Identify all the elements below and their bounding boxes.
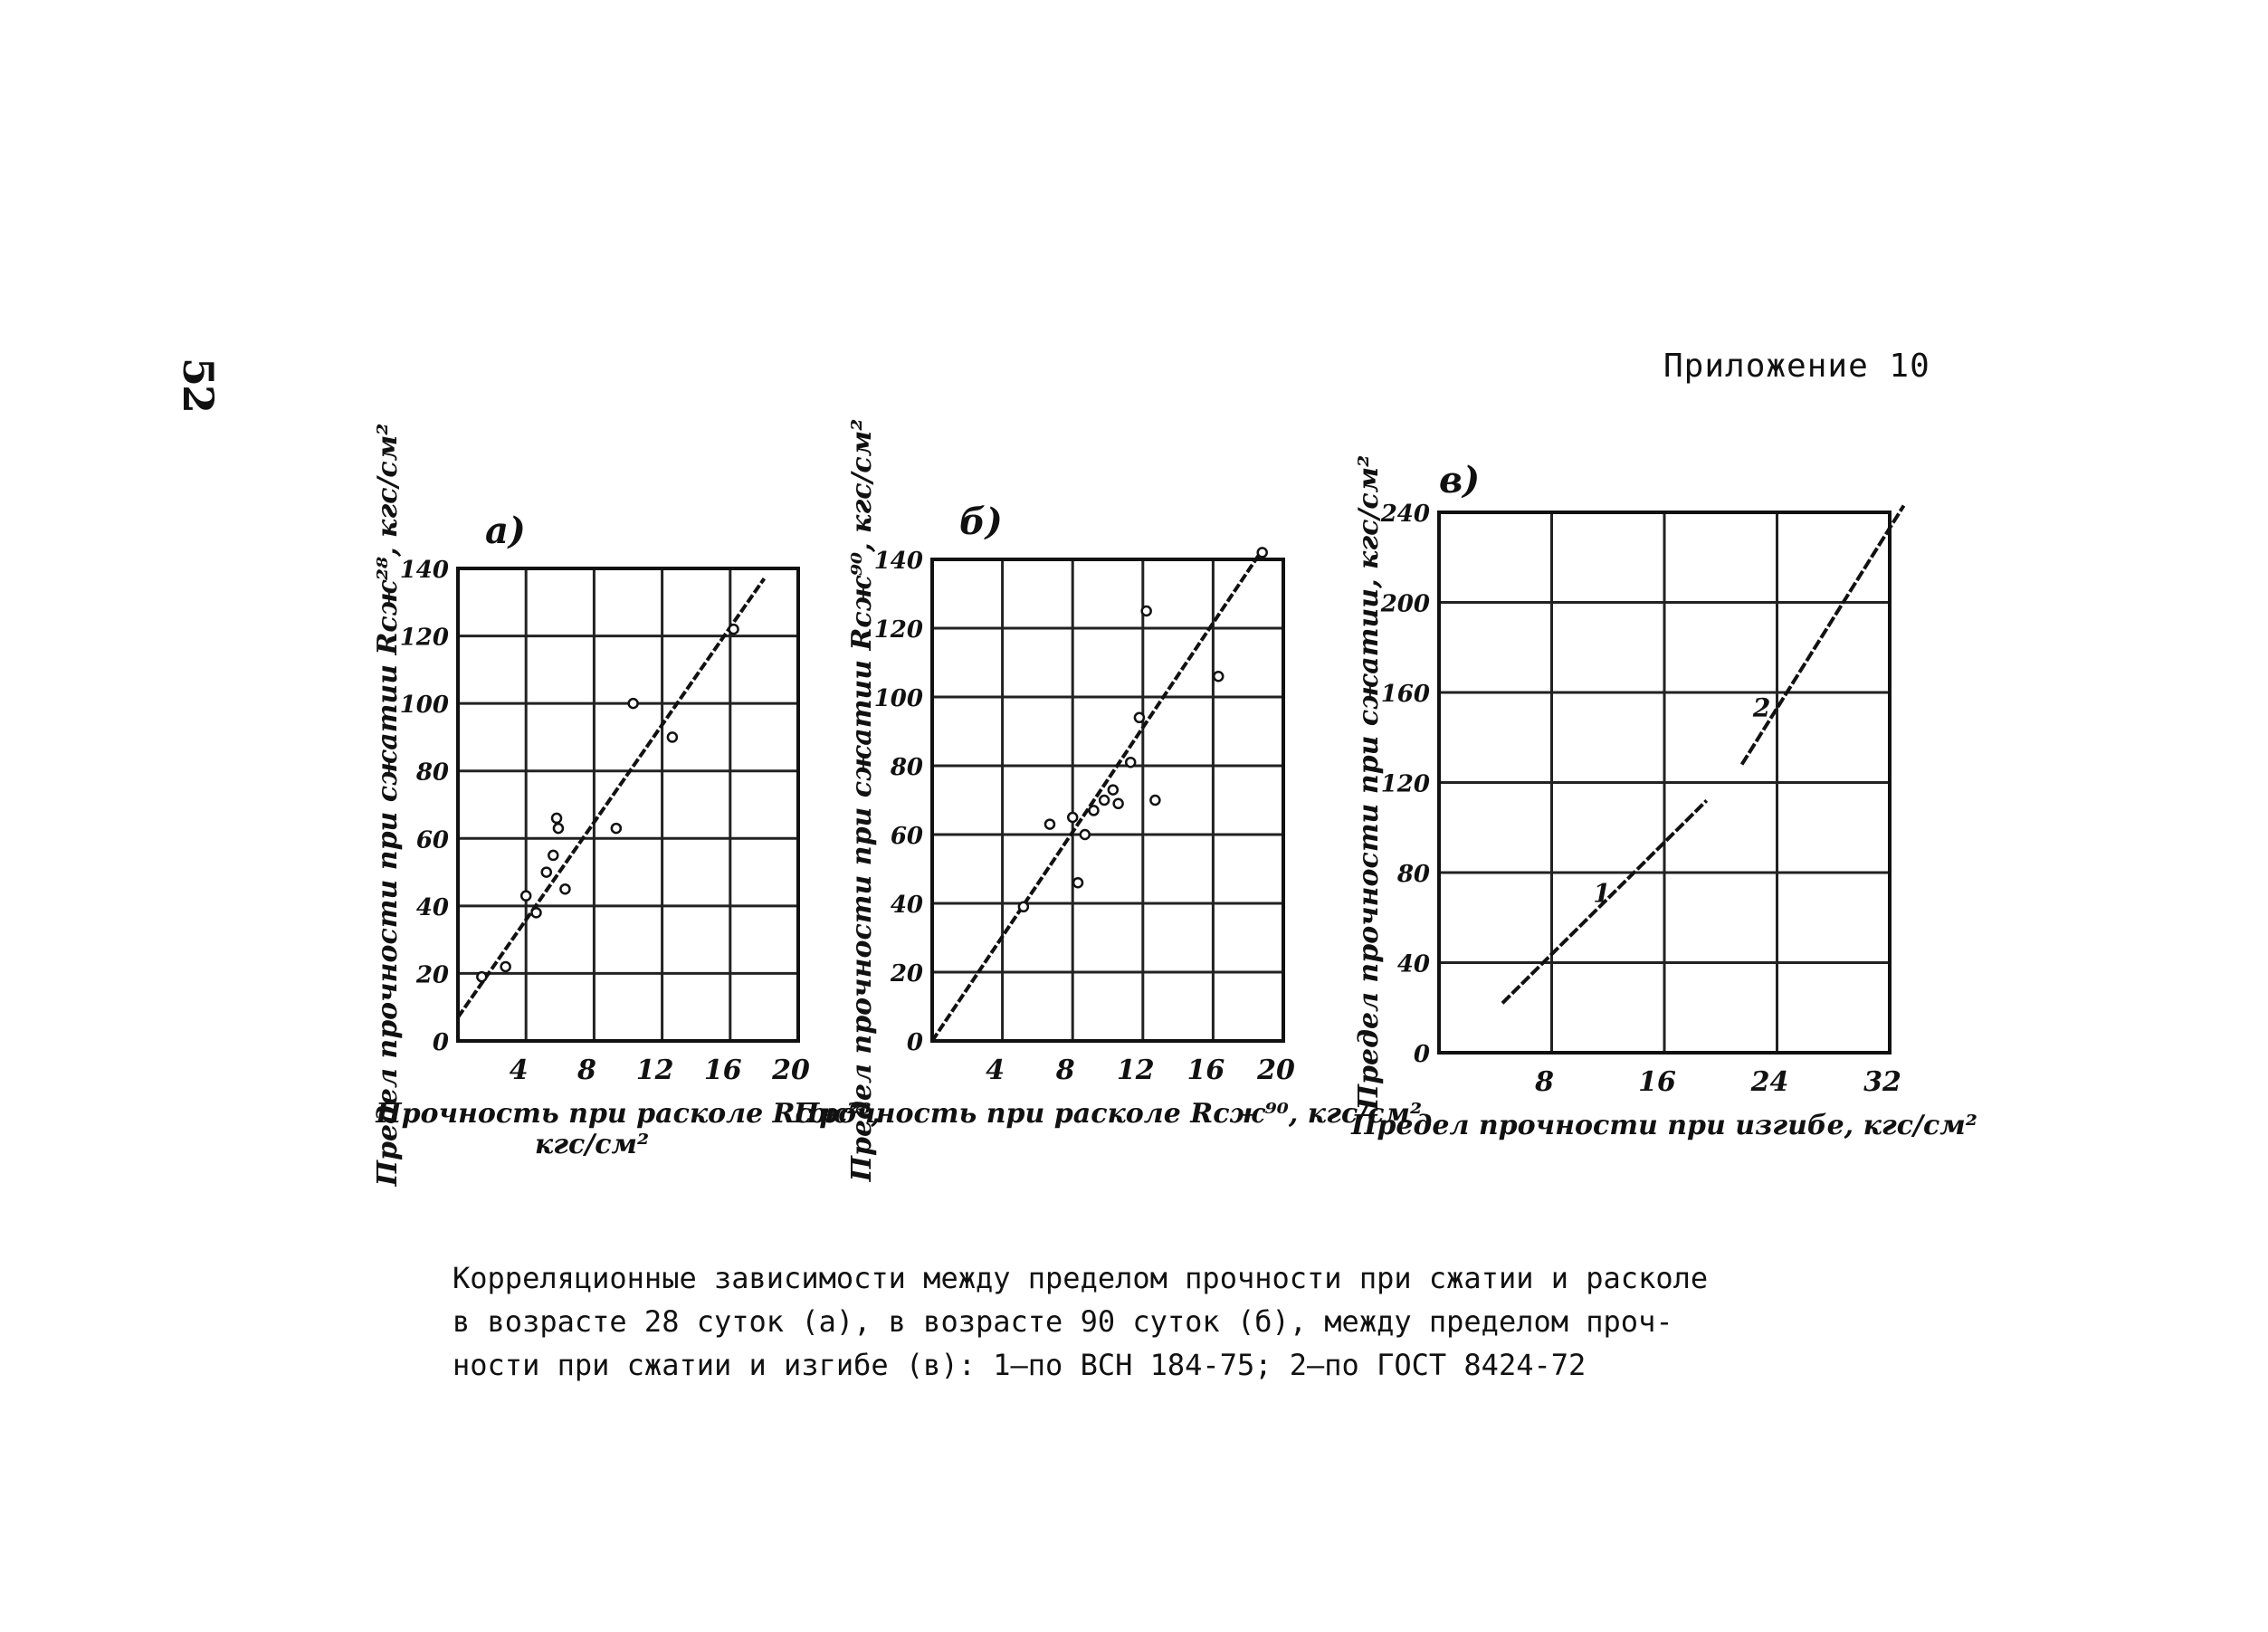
data-point bbox=[729, 625, 739, 634]
caption-line-3: ности при сжатии и изгибе (в): 1–по ВСН 184-75; 2–по ГОСТ 8424-72 bbox=[453, 1348, 1587, 1382]
data-point bbox=[1150, 796, 1159, 805]
data-point bbox=[531, 908, 540, 917]
x-axis-label: кгс/см² bbox=[534, 1129, 650, 1160]
figure-caption bbox=[453, 1256, 1864, 1387]
y-tick-label: 140 bbox=[873, 548, 923, 575]
y-tick-label: 80 bbox=[1396, 861, 1430, 888]
chart-b bbox=[793, 419, 1422, 1183]
data-point bbox=[542, 868, 551, 877]
x-tick-label: 4 bbox=[509, 1055, 529, 1086]
y-tick-label: 40 bbox=[415, 893, 449, 921]
y-tick-label: 40 bbox=[890, 892, 923, 919]
fit-line bbox=[932, 552, 1261, 1041]
data-point bbox=[1258, 548, 1267, 557]
data-point bbox=[1114, 799, 1123, 808]
x-tick-label: 16 bbox=[703, 1055, 742, 1086]
series-label-1: 1 bbox=[1593, 878, 1611, 909]
data-point bbox=[1142, 606, 1151, 616]
data-point bbox=[1100, 796, 1109, 805]
data-point bbox=[501, 962, 510, 971]
data-point bbox=[1073, 878, 1082, 887]
data-point bbox=[1045, 820, 1054, 829]
x-tick-label: 8 bbox=[1055, 1055, 1075, 1086]
y-tick-label: 100 bbox=[873, 685, 923, 712]
y-tick-label: 0 bbox=[906, 1029, 923, 1056]
y-tick-label: 120 bbox=[1380, 770, 1430, 798]
y-tick-label: 80 bbox=[415, 759, 449, 787]
data-point bbox=[1214, 672, 1223, 681]
data-point bbox=[1019, 902, 1028, 911]
data-point bbox=[1089, 806, 1098, 815]
data-point bbox=[554, 824, 563, 833]
y-tick-label: 60 bbox=[415, 826, 449, 854]
data-point bbox=[548, 851, 557, 860]
y-tick-label: 240 bbox=[1380, 501, 1430, 528]
data-point bbox=[668, 732, 677, 741]
appendix-title: Приложение 10 bbox=[1663, 348, 1930, 385]
y-tick-label: 120 bbox=[399, 624, 449, 652]
data-point bbox=[560, 884, 569, 893]
x-tick-label: 32 bbox=[1863, 1066, 1901, 1098]
y-tick-label: 0 bbox=[1413, 1041, 1430, 1068]
y-tick-label: 60 bbox=[890, 823, 923, 850]
x-tick-label: 8 bbox=[577, 1055, 596, 1086]
data-point bbox=[1068, 813, 1077, 822]
series-label-2: 2 bbox=[1752, 692, 1771, 723]
x-tick-label: 16 bbox=[1186, 1055, 1225, 1086]
page-number: 52 bbox=[174, 358, 223, 413]
data-point bbox=[1126, 758, 1135, 767]
x-axis-label: Предел прочности при изгибе, кгс/см² bbox=[1351, 1110, 1977, 1141]
x-tick-label: 20 bbox=[1257, 1055, 1295, 1086]
data-point bbox=[477, 972, 486, 981]
data-point bbox=[1109, 786, 1118, 795]
data-point bbox=[629, 699, 638, 708]
x-axis-label: Прочность при расколе Rсж⁹⁰, кгс/см² bbox=[793, 1098, 1423, 1130]
x-tick-label: 12 bbox=[1116, 1055, 1155, 1086]
x-tick-label: 20 bbox=[772, 1055, 810, 1086]
x-tick-label: 24 bbox=[1750, 1066, 1789, 1098]
chart-a bbox=[372, 424, 881, 1188]
y-tick-label: 20 bbox=[415, 961, 449, 989]
data-point bbox=[1135, 713, 1144, 722]
panel-label: б) bbox=[959, 501, 1003, 543]
x-tick-label: 8 bbox=[1535, 1066, 1554, 1098]
chart-c bbox=[1350, 455, 1977, 1141]
y-axis-label: Предел прочности при сжатии Rсж⁹⁰, кгс/см² bbox=[846, 418, 878, 1182]
y-tick-label: 120 bbox=[873, 616, 923, 644]
caption-line-1: Корреляционные зависимости между пределом прочности при сжатии и расколе bbox=[453, 1261, 1709, 1295]
x-tick-label: 16 bbox=[1638, 1066, 1676, 1098]
x-tick-label: 12 bbox=[635, 1055, 674, 1086]
y-tick-label: 100 bbox=[399, 692, 449, 720]
y-tick-label: 0 bbox=[432, 1029, 449, 1056]
data-point bbox=[612, 824, 621, 833]
panel-label: в) bbox=[1439, 459, 1481, 501]
y-tick-label: 80 bbox=[890, 754, 923, 781]
data-point bbox=[521, 892, 530, 901]
data-point bbox=[552, 814, 561, 823]
x-tick-label: 4 bbox=[986, 1055, 1005, 1086]
y-tick-label: 40 bbox=[1396, 950, 1430, 978]
series-line-2 bbox=[1742, 506, 1904, 765]
y-tick-label: 20 bbox=[890, 960, 923, 988]
y-tick-label: 140 bbox=[399, 557, 449, 584]
data-point bbox=[1081, 830, 1090, 839]
y-tick-label: 160 bbox=[1380, 681, 1430, 708]
caption-line-2: в возрасте 28 суток (а), в возрасте 90 суток (б), между пределом проч- bbox=[453, 1304, 1673, 1339]
fit-line bbox=[458, 578, 764, 1017]
y-axis-label: Предел прочности при сжатии Rсж²⁸, кгс/см² bbox=[372, 423, 404, 1187]
y-tick-label: 200 bbox=[1380, 590, 1430, 618]
panel-label: а) bbox=[485, 510, 526, 552]
x-axis-label: Прочность при расколе Rсж²⁸, bbox=[376, 1098, 881, 1130]
y-axis-label: Предел прочности при сжатии, кгс/см² bbox=[1353, 454, 1385, 1111]
